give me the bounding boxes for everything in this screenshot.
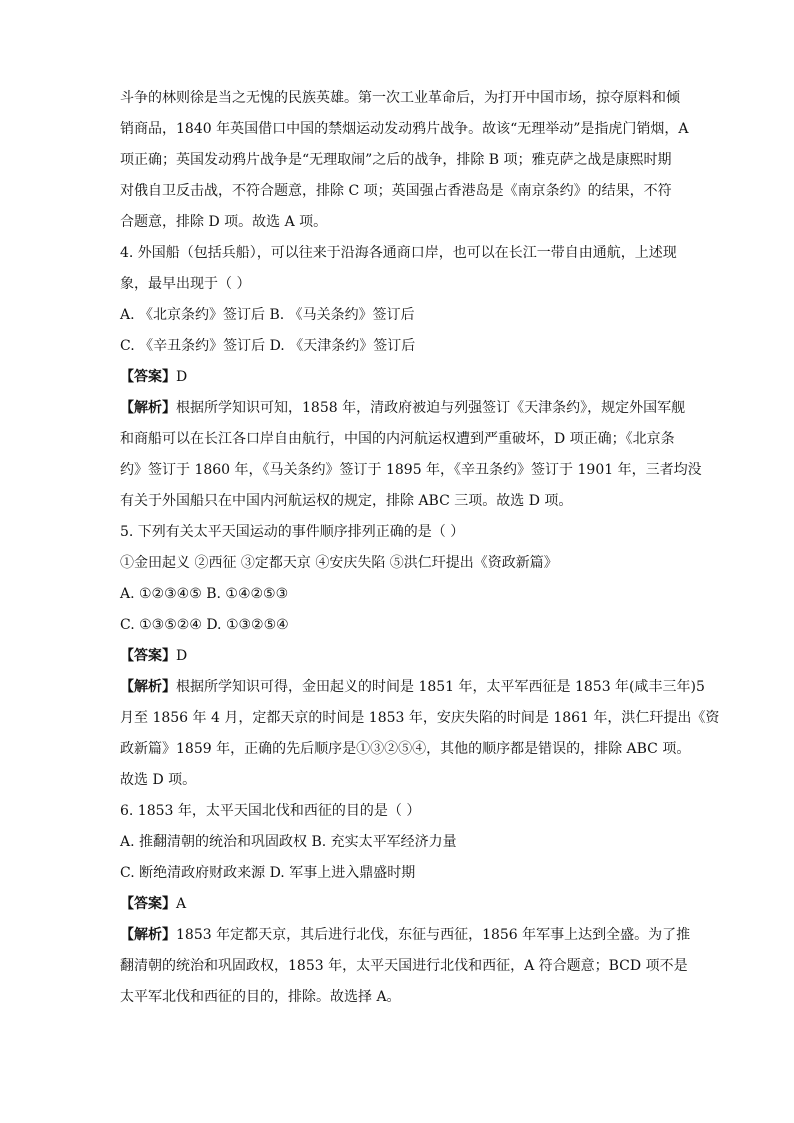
q4-analysis-line: 和商船可以在长江各口岸自由航行，中国的内河航运权遭到严重破坏，D 项正确；《北京条 [120,431,675,447]
q6-analysis-line: 翻清朝的统治和巩固政权，1853 年，太平天国进行北伐和西征，A 符合题意；BCD 项不是 [120,958,688,974]
q4-options-line: C. 《辛丑条约》签订后 D. 《天津条约》签订后 [120,338,416,354]
q4-answer [120,367,187,387]
q5-answer [120,646,187,666]
q6-analysis-line [120,925,690,945]
analysis-text: 根据所学知识可知，1858 年，清政府被迫与列强签订《天津条约》，规定外国军舰 [176,400,686,416]
q4-analysis-line: 约》签订于 1860 年，《马关条约》签订于 1895 年，《辛丑条约》签订于 1901 年，三者均没 [120,462,702,478]
answer-tag: 【答案】 [120,896,176,912]
q5-analysis-line: 月至 1856 年 4 月，定都天京的时间是 1853 年，安庆失陷的时间是 1861 年，洪仁玕提出《资 [120,710,720,726]
q5-analysis-line [120,677,705,697]
answer-tag: 【答案】 [120,369,176,385]
q4-options-line: A. 《北京条约》签订后 B. 《马关条约》签订后 [120,307,415,323]
q3-analysis-line: 合题意，排除 D 项。故选 A 项。 [120,214,328,230]
q6-stem-line: 6. 1853 年，太平天国北伐和西征的目的是（ ） [120,803,421,819]
q4-analysis-line [120,398,685,418]
q5-options-line: C. ①③⑤②④ D. ①③②⑤④ [120,617,289,633]
q5-stem-line: ①金田起义 ②西征 ③定都天京 ④安庆失陷 ⑤洪仁玕提出《资政新篇》 [120,555,558,571]
q3-analysis-line: 对俄自卫反击战，不符合题意，排除 C 项；英国强占香港岛是《南京条约》的结果，不符 [120,183,672,199]
q5-options-line: A. ①②③④⑤ B. ①④②⑤③ [120,586,289,602]
q3-analysis-line: 项正确；英国发动鸦片战争是“无理取闹”之后的战争，排除 B 项；雅克萨之战是康熙时期 [120,152,672,168]
analysis-text: 1853 年定都天京，其后进行北伐，东征与西征，1856 年军事上达到全盛。为了推 [176,927,691,943]
q3-analysis-line: 销商品，1840 年英国借口中国的禁烟运动发动鸦片战争。故该“无理举动”是指虎门销烟，A [120,121,689,137]
q5-stem-line: 5. 下列有关太平天国运动的事件顺序排列正确的是（ ） [120,524,465,540]
q6-answer [120,894,186,914]
q5-analysis-line: 故选 D 项。 [120,772,197,788]
answer-value: A [176,896,187,912]
q5-analysis-line: 政新篇》1859 年，正确的先后顺序是①③②⑤④，其他的顺序都是错误的，排除 ABC 项。 [120,741,691,757]
answer-value: D [176,369,188,385]
q3-analysis-line: 斗争的林则徐是当之无愧的民族英雄。第一次工业革命后，为打开中国市场，掠夺原料和倾 [120,90,680,106]
analysis-tag: 【解析】 [120,400,176,416]
q4-stem-line: 4. 外国船（包括兵船），可以往来于沿海各通商口岸，也可以在长江一带自由通航，上述现 [120,245,677,261]
q6-analysis-line: 太平军北伐和西征的目的，排除。故选择 A。 [120,989,401,1005]
answer-tag: 【答案】 [120,648,176,664]
q4-stem-line: 象，最早出现于（ ） [120,276,251,292]
analysis-tag: 【解析】 [120,679,176,695]
analysis-text: 根据所学知识可得，金田起义的时间是 1851 年，太平军西征是 1853 年(咸丰三年)5 [176,679,705,695]
q6-options-line: C. 断绝清政府财政来源 D. 军事上进入鼎盛时期 [120,865,416,881]
analysis-tag: 【解析】 [120,927,176,943]
q6-options-line: A. 推翻清朝的统治和巩固政权 B. 充实太平军经济力量 [120,834,457,850]
q4-analysis-line: 有关于外国船只在中国内河航运权的规定，排除 ABC 三项。故选 D 项。 [120,493,573,509]
answer-value: D [176,648,188,664]
